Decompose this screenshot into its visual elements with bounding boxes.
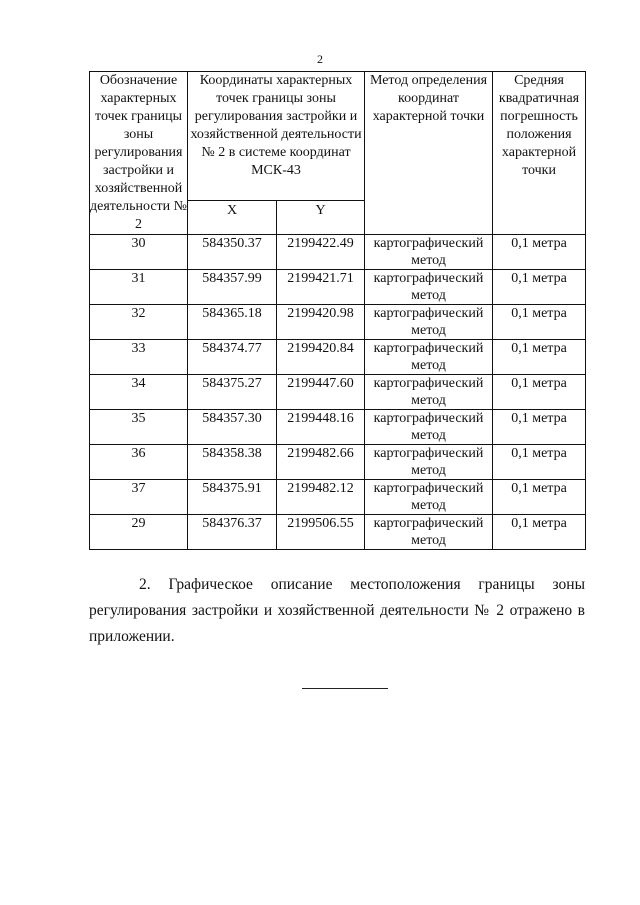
method-cell: картографический метод — [365, 235, 493, 270]
accuracy-cell: 0,1 метра — [493, 375, 586, 410]
y-coordinate-cell: 2199447.60 — [277, 375, 365, 410]
y-coordinate-cell: 2199506.55 — [277, 515, 365, 550]
method-cell: картографический метод — [365, 270, 493, 305]
y-coordinate-cell: 2199420.98 — [277, 305, 365, 340]
x-coordinate-cell: 584358.38 — [188, 445, 277, 480]
method-cell: картографический метод — [365, 340, 493, 375]
table-row — [90, 445, 586, 480]
accuracy-cell: 0,1 метра — [493, 305, 586, 340]
page-number: 2 — [317, 52, 323, 66]
point-number-cell: 36 — [90, 445, 188, 480]
x-coordinate-cell: 584376.37 — [188, 515, 277, 550]
header-method: Метод определения координат характерной точки — [365, 72, 493, 235]
point-number-cell: 35 — [90, 410, 188, 445]
point-number-cell: 30 — [90, 235, 188, 270]
x-coordinate-cell: 584365.18 — [188, 305, 277, 340]
coordinates-table — [89, 71, 586, 550]
method-cell: картографический метод — [365, 445, 493, 480]
point-number-cell: 33 — [90, 340, 188, 375]
table-row — [90, 375, 586, 410]
table-row — [90, 305, 586, 340]
point-number-cell: 29 — [90, 515, 188, 550]
x-coordinate-cell: 584357.99 — [188, 270, 277, 305]
accuracy-cell: 0,1 метра — [493, 410, 586, 445]
accuracy-cell: 0,1 метра — [493, 515, 586, 550]
table-row — [90, 235, 586, 270]
method-cell: картографический метод — [365, 375, 493, 410]
description-paragraph: 2. Графическое описание местоположения границы зоны регулирования застройки и хозяйственной деятельности № 2 отражено в приложении. — [89, 576, 585, 645]
y-coordinate-cell: 2199482.12 — [277, 480, 365, 515]
table-row — [90, 515, 586, 550]
y-coordinate-cell: 2199420.84 — [277, 340, 365, 375]
accuracy-cell: 0,1 метра — [493, 445, 586, 480]
accuracy-cell: 0,1 метра — [493, 480, 586, 515]
header-coordinates: Координаты характерных точек границы зоны регулирования застройки и хозяйственной деятельности № 2 в системе координат МСК-43 — [188, 72, 365, 201]
accuracy-cell: 0,1 метра — [493, 340, 586, 375]
table-row — [90, 270, 586, 305]
closing-rule — [302, 688, 388, 689]
header-point-designation: Обозначение характерных точек границы зоны регулирования застройки и хозяйственной деятельности № 2 — [90, 72, 188, 235]
header-x: X — [188, 201, 277, 235]
table-row — [90, 340, 586, 375]
x-coordinate-cell: 584350.37 — [188, 235, 277, 270]
point-number-cell: 34 — [90, 375, 188, 410]
method-cell: картографический метод — [365, 480, 493, 515]
point-number-cell: 32 — [90, 305, 188, 340]
method-cell: картографический метод — [365, 410, 493, 445]
y-coordinate-cell: 2199448.16 — [277, 410, 365, 445]
point-number-cell: 37 — [90, 480, 188, 515]
table-row — [90, 410, 586, 445]
point-number-cell: 31 — [90, 270, 188, 305]
method-cell: картографический метод — [365, 305, 493, 340]
x-coordinate-cell: 584374.77 — [188, 340, 277, 375]
header-accuracy: Средняя квадратичная погрешность положения характерной точки — [493, 72, 586, 235]
table-row — [90, 480, 586, 515]
header-y: Y — [277, 201, 365, 235]
x-coordinate-cell: 584375.27 — [188, 375, 277, 410]
x-coordinate-cell: 584357.30 — [188, 410, 277, 445]
y-coordinate-cell: 2199422.49 — [277, 235, 365, 270]
y-coordinate-cell: 2199482.66 — [277, 445, 365, 480]
y-coordinate-cell: 2199421.71 — [277, 270, 365, 305]
accuracy-cell: 0,1 метра — [493, 235, 586, 270]
x-coordinate-cell: 584375.91 — [188, 480, 277, 515]
method-cell: картографический метод — [365, 515, 493, 550]
accuracy-cell: 0,1 метра — [493, 270, 586, 305]
